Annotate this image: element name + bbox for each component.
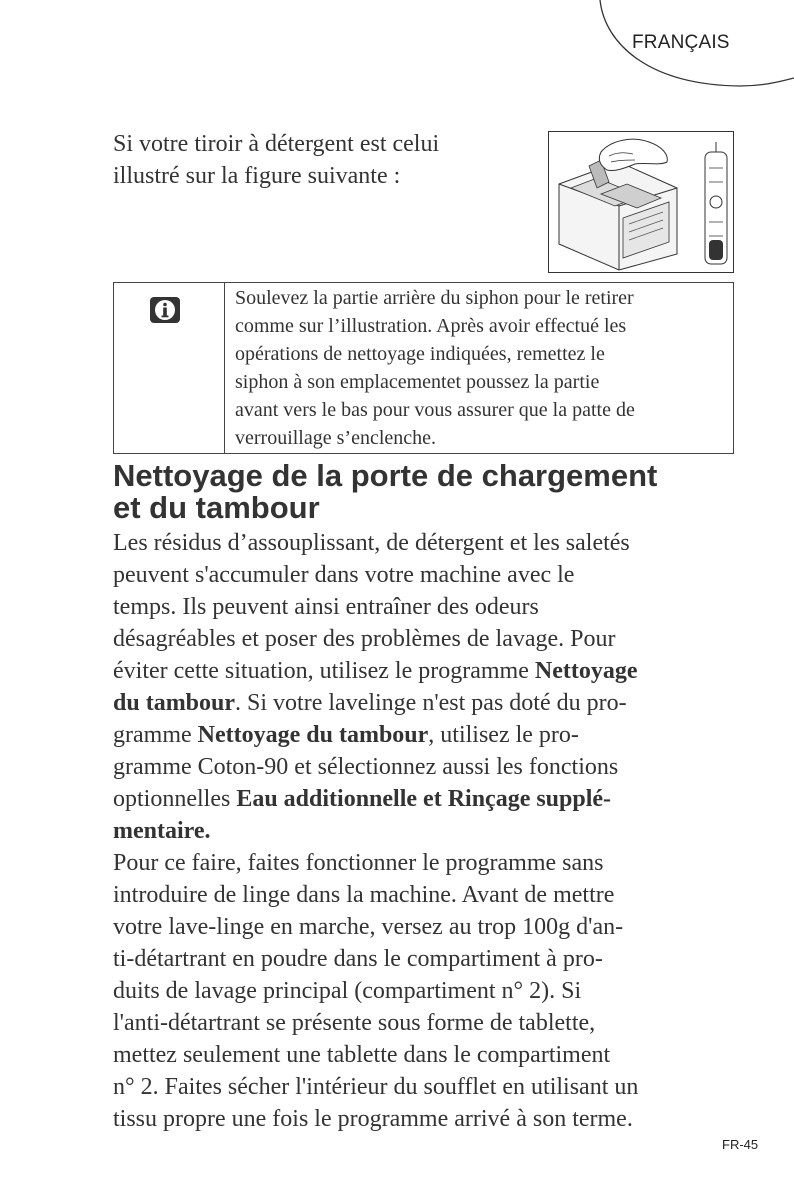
paragraph-line <box>113 719 738 751</box>
note-line: Soulevez la partie arrière du siphon pour le retirer <box>235 287 634 309</box>
note-line: siphon à son emplacementet poussez la partie <box>235 371 600 393</box>
language-label: FRANÇAIS <box>632 32 730 53</box>
page-number: FR-45 <box>722 1137 759 1152</box>
note-line: verrouillage s’enclenche. <box>235 427 437 449</box>
paragraph-line <box>113 687 738 719</box>
paragraph-line: introduire de linge dans la machine. Avant de mettre <box>113 882 615 908</box>
paragraph-line: Pour ce faire, faites fonctionner le programme sans <box>113 850 604 876</box>
note-line: opérations de nettoyage indiquées, remettez le <box>235 343 605 365</box>
paragraph-line: l'anti-détartrant se présente sous forme de tablette, <box>113 1010 596 1036</box>
note-line: avant vers le bas pour vous assurer que la patte de <box>235 399 635 421</box>
section-title-line: et du tambour <box>113 490 320 525</box>
info-icon <box>149 296 181 324</box>
section-body <box>113 527 738 1135</box>
paragraph-line: n° 2. Faites sécher l'intérieur du soufflet en utilisant un <box>113 1074 639 1100</box>
paragraph-line: mettez seulement une tablette dans le compartiment <box>113 1042 611 1068</box>
bold-option-names: Eau additionnelle et Rinçage supplé- <box>236 786 612 812</box>
text-run: éviter cette situation, utilisez le programme <box>113 658 535 684</box>
paragraph-line <box>113 783 738 815</box>
text-run: optionnelles <box>113 786 237 812</box>
bold-program-name: Nettoyage <box>534 658 638 684</box>
section-title-line: Nettoyage de la porte de chargement <box>113 458 658 493</box>
paragraph-line <box>113 815 738 847</box>
note-line: comme sur l’illustration. Après avoir effectué les <box>235 315 627 337</box>
intro-text <box>113 128 533 192</box>
text-run: . Si votre lavelinge n'est pas doté du pro- <box>235 690 627 716</box>
bold-program-name: Nettoyage du tambour <box>197 722 429 748</box>
paragraph-line: votre lave-linge en marche, versez au trop 100g d'an- <box>113 914 624 940</box>
section-title <box>113 460 657 524</box>
paragraph-line: temps. Ils peuvent ainsi entraîner des odeurs <box>113 594 539 620</box>
note-icon-cell <box>114 283 225 453</box>
paragraph-line: gramme Coton-90 et sélectionnez aussi les fonctions <box>113 754 619 780</box>
paragraph-line: Les résidus d’assouplissant, de détergent et les saletés <box>113 530 630 556</box>
paragraph-line: ti-détartrant en poudre dans le compartiment à pro- <box>113 946 603 972</box>
info-note <box>113 282 734 454</box>
intro-line: illustré sur la figure suivante : <box>113 163 401 189</box>
intro-line: Si votre tiroir à détergent est celui <box>113 131 440 157</box>
note-text <box>235 284 730 452</box>
paragraph-line: tissu propre une fois le programme arrivé à son terme. <box>113 1106 633 1132</box>
bold-option-names: mentaire. <box>113 818 211 844</box>
paragraph-line <box>113 655 738 687</box>
bold-program-name: du tambour <box>113 690 236 716</box>
detergent-drawer-siphon-illustration <box>549 132 733 272</box>
paragraph-line: peuvent s'accumuler dans votre machine avec le <box>113 562 575 588</box>
detergent-drawer-figure <box>548 131 734 273</box>
paragraph-line: duits de lavage principal (compartiment n° 2). Si <box>113 978 582 1004</box>
text-run: gramme <box>113 722 198 748</box>
text-run: , utilisez le pro- <box>428 722 579 748</box>
paragraph-line: désagréables et poser des problèmes de lavage. Pour <box>113 626 616 652</box>
